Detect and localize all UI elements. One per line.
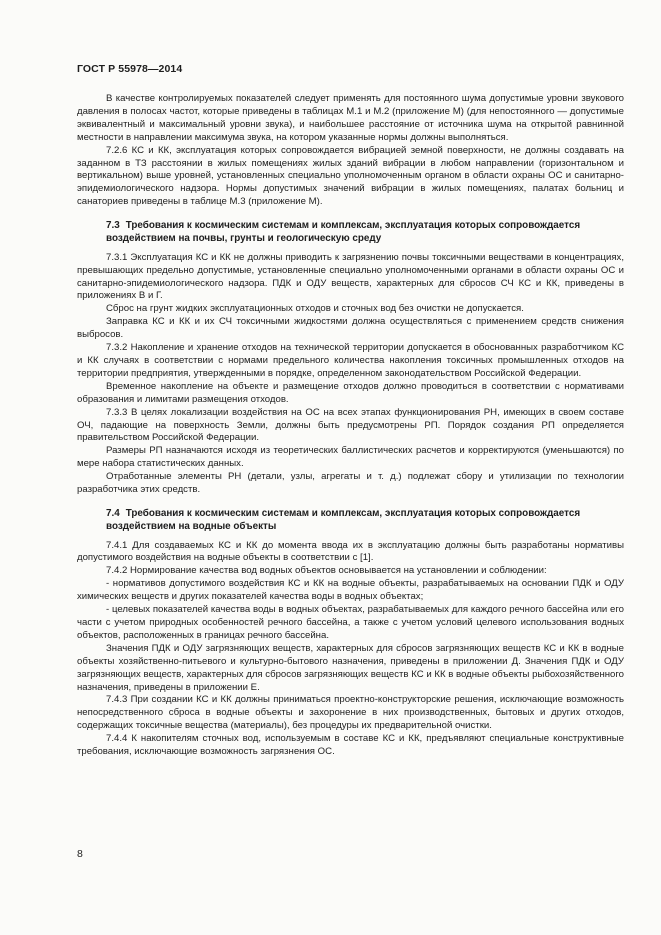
list-item: - целевых показателей качества воды в водных объектах, разрабатываемых для каждого речного бассейна или его части с учетом природных особенностей речного бассейна, а также с учетом условий целевого использования водных объектов, расположенных в границах речного бассейна. [77, 604, 624, 641]
document-body [77, 93, 624, 759]
section-number: 7.3 [106, 220, 120, 232]
paragraph: 7.4.1 Для создаваемых КС и КК до момента ввода их в эксплуатацию должны быть разработаны нормативы допустимого воздействия на водные объекты в соответствии с [1]. [77, 539, 624, 564]
section-heading-7-3 [106, 219, 624, 246]
paragraph: Сброс на грунт жидких эксплуатационных отходов и сточных вод без очистки не допускается. [106, 303, 524, 315]
paragraph: Заправка КС и КК и их СЧ токсичными жидкостями должна осуществляться с применением средств снижения выбросов. [77, 316, 624, 341]
paragraph: Значения ПДК и ОДУ загрязняющих веществ, характерных для сбросов загрязняющих веществ КС и КК в водные объекты хозяйственно-питьевого и культурно-бытового назначения, приведены в приложении Д. Значения ПДК и ОДУ загрязняющих веществ, характерных для сбросов загрязняющих веществ КС и КК в водные объекты рыбохозяйственного назначения, приведены в приложении Е. [77, 642, 624, 693]
section-heading-7-4 [106, 507, 624, 534]
paragraph: 7.3.2 Накопление и хранение отходов на технической территории допускается в обоснованных разработчиком КС и КК случаях в соответствии с нормами предельного количества накопления токсичных промышленных отходов на территории предприятия, утвержденными в порядке, определенном законодательством Российской Федерации. [77, 342, 624, 379]
paragraph: В качестве контролируемых показателей следует применять для постоянного шума допустимые уровни звукового давления в полосах частот, которые приведены в таблицах М.1 и М.2 (приложение М) (для непостоянного — допустимые эквивалентный и максимальный уровни звука), и наибольшее расстояние от источника шума на открытой равнинной местности в направлении максимума звука, на котором указанные нормы должны выполняться. [77, 93, 624, 143]
document-header: ГОСТ Р 55978—2014 [77, 63, 183, 75]
page-number: 8 [77, 848, 83, 860]
paragraph: 7.4.2 Нормирование качества вод водных объектов основывается на установлении и соблюдении: [106, 565, 547, 577]
list-item: - нормативов допустимого воздействия КС и КК на водные объекты, разрабатываемых на основании ПДК и ОДУ химических веществ и других показателей качества воды в водных объектах; [77, 578, 624, 603]
section-number: 7.4 [106, 507, 120, 519]
paragraph: 7.3.3 В целях локализации воздействия на ОС на всех этапах функционирования РН, имеющих в своем составе ОЧ, падающие на поверхность Земли, должны быть предусмотрены РП. Порядок создания РП определяется правительством Российской Федерации. [77, 406, 624, 444]
paragraph: 7.4.3 При создании КС и КК должны приниматься проектно-конструкторские решения, исключающие возможность непосредственного сброса в водные объекты и захоронение в них производственных, бытовых и других отходов, содержащих токсичные вещества (материалы), без процедуры их предварительной очистки. [77, 694, 624, 732]
paragraph: Временное накопление на объекте и размещение отходов должно проводиться в соответствии с нормативами образования и лимитами размещения отходов. [77, 380, 624, 405]
paragraph: 7.3.1 Эксплуатация КС и КК не должны приводить к загрязнению почвы токсичными веществами в концентрациях, превышающих предельно допустимые, установленные специально уполномоченными органами в области охраны ОС и санитарно-эпидемиологического надзора. ПДК и ОДУ веществ, характерных для сбросов СЧ КС и КК, приведены в приложениях В и Г. [77, 251, 624, 302]
section-title: Требования к космическим системам и комплексам, эксплуатация которых сопровождается воздействием на водные объекты [106, 507, 581, 533]
paragraph: 7.2.6 КС и КК, эксплуатация которых сопровождается вибрацией земной поверхности, не должны создавать на заданном в ТЗ расстоянии в жилых помещениях жилых зданий вибрации в любом направлении (горизонтальном и вертикальном) выше уровней, установленных специально уполномоченным органом в области охраны ОС и санитарно-эпидемиологического надзора. Нормы допустимых значений вибрации в жилых помещениях, палатах больниц и санаториев приведены в таблице М.3 (приложение М). [77, 144, 624, 208]
paragraph: 7.4.4 К накопителям сточных вод, используемым в составе КС и КК, предъявляют специальные конструктивные требования, исключающие возможность загрязнения ОС. [77, 733, 624, 758]
paragraph: Отработанные элементы РН (детали, узлы, агрегаты и т. д.) подлежат сбору и утилизации по технологии разработчика этих средств. [77, 471, 624, 496]
section-title: Требования к космическим системам и комплексам, эксплуатация которых сопровождается воздействием на почвы, грунты и геологическую среду [106, 220, 581, 245]
paragraph: Размеры РП назначаются исходя из теоретических баллистических расчетов и корректируются (уменьшаются) по мере набора статистических данных. [77, 445, 624, 470]
